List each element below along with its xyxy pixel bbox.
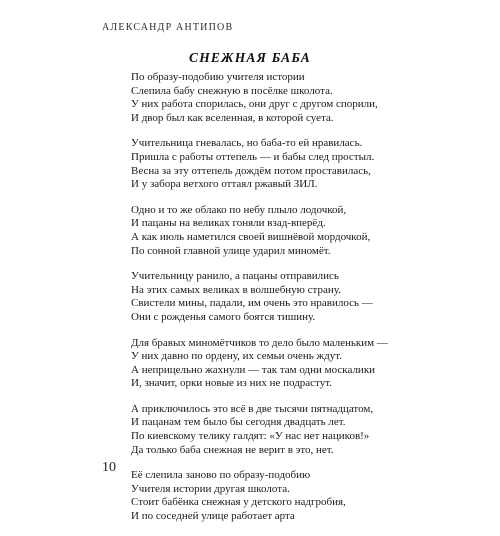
page-number: 10 — [102, 460, 116, 475]
poem-line: По сонной главной улице ударил миномёт. — [131, 244, 331, 257]
poem-line: Для бравых миномётчиков то дело было маленьким — — [131, 336, 388, 349]
poem-line: Её слепила заново по образу-подобию — [131, 469, 311, 482]
poem-line: По образу-подобию учителя истории — [131, 71, 305, 83]
poem-line: Слепила бабу снежную в посёлке школота. — [131, 84, 333, 97]
poem-line: Они с рожденья самого боятся тишину. — [131, 310, 316, 323]
poem-line: Учительницу ранило, а пацаны отправились — [131, 270, 339, 283]
poem-line: И двор был как вселенная, в которой суета. — [131, 111, 334, 124]
poem-line: Стоит бабёнка снежная у детского надгробия, — [131, 496, 346, 509]
stanza — [131, 137, 461, 191]
poem-line: У них давно по ордену, их семьи очень ждут. — [131, 350, 342, 363]
poem-line: Учительница гневалась, но баба-то ей нравилась. — [131, 137, 363, 150]
poem-line: Учителя истории другая школота. — [131, 482, 290, 495]
poem-line: У них работа спорилась, они друг с другом спорили, — [131, 98, 378, 111]
poem-line: И, значит, орки новые из них не подрастут. — [131, 377, 332, 390]
poem-title: СНЕЖНАЯ БАБА — [189, 50, 311, 65]
poem-line: И пацанам тем было бы сегодня двадцать лет. — [131, 416, 346, 429]
poem-line: А неприцельно жахнули — так там одни москалики — [131, 363, 376, 376]
poem-line: Пришла с работы оттепель — и бабы след простыл. — [131, 150, 375, 163]
poem-line: Одно и то же облако по небу плыло лодочкой, — [131, 203, 347, 216]
poem-line: А как июль наметился своей вишнёвой мордочкой, — [131, 230, 371, 243]
poem-line: И у забора ветхого оттаял ржавый ЗИЛ. — [131, 178, 318, 191]
stanza — [131, 403, 461, 457]
poem-line: По киевскому телику галдят: «У нас нет нациков!» — [131, 430, 370, 443]
poem-line: А приключилось это всё в две тысячи пятнадцатом, — [131, 402, 374, 415]
poem-line: И по соседней улице работает арта — [131, 510, 295, 523]
poem-line: Весна за эту оттепель дождём потом проставилась, — [131, 164, 371, 177]
poem-line: И пацаны на великах гоняли взад-вперёд. — [131, 217, 326, 230]
stanza — [131, 204, 461, 258]
stanza — [131, 337, 461, 391]
stanza — [131, 71, 461, 125]
poem-body — [131, 71, 461, 536]
poem-line: На этих самых великах в волшебную страну. — [131, 283, 341, 296]
stanza — [131, 270, 461, 324]
stanza — [131, 469, 461, 523]
poem-line: Да только баба снежная не верит в это, нет. — [131, 443, 334, 456]
poem-line: Свистели мины, падали, им очень это нравилось — — [131, 297, 373, 310]
running-head: АЛЕКСАНДР АНТИПОВ — [102, 22, 234, 33]
